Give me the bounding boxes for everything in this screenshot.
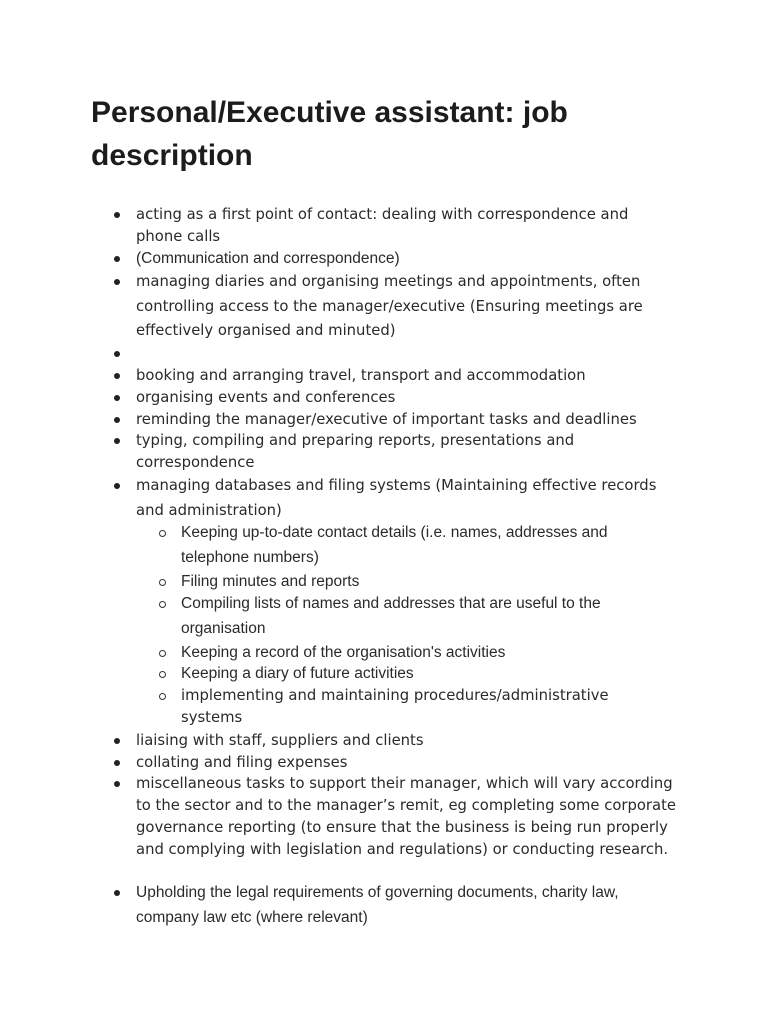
- bullet-disc-icon: [114, 738, 120, 744]
- list-item-text: liaising with staff, suppliers and clients: [136, 732, 424, 749]
- bullet-disc-icon: [114, 890, 120, 896]
- page-title: Personal/Executive assistant: job description: [91, 96, 568, 172]
- list-item-text: managing databases and filing systems (Maintaining effective records and administration): [136, 477, 657, 519]
- list-item-text: miscellaneous tasks to support their manager, which will vary according to the sector and to the manager’s remit, eg completing some corporate governance reporting (to ensure that the business is being run properly and complying with legislation and regulations) or conducting research.: [136, 775, 676, 858]
- sub-list-item: [181, 662, 641, 687]
- list-item: [136, 270, 676, 344]
- list-item-text: reminding the manager/executive of important tasks and deadlines: [136, 411, 637, 428]
- list-item-text: Filing minutes and reports: [181, 573, 360, 590]
- bullet-disc-icon: [114, 279, 120, 285]
- sub-list-item: [181, 570, 641, 595]
- list-item: [136, 204, 676, 248]
- bullet-disc-icon: [114, 417, 120, 423]
- list-item-text: managing diaries and organising meetings and appointments, often controlling access to the manager/executive (Ensuring meetings are effectively organised and minuted): [136, 273, 643, 339]
- list-item: [136, 409, 676, 431]
- list-item-text: Upholding the legal requirements of governing documents, charity law, company law etc (where relevant): [136, 884, 619, 926]
- bullet-disc-icon: [114, 373, 120, 379]
- list-item: [136, 247, 676, 272]
- bullet-disc-icon: [114, 438, 120, 444]
- bullet-disc-icon: [114, 351, 120, 357]
- list-item-text: Keeping up-to-date contact details (i.e. names, addresses and telephone numbers): [181, 524, 608, 566]
- list-item-text: (Communication and correspondence): [136, 250, 400, 267]
- list-item: [136, 730, 676, 752]
- bullet-disc-icon: [114, 483, 120, 489]
- list-item: [136, 365, 676, 387]
- bullet-circle-icon: [159, 650, 166, 657]
- list-item: [136, 773, 676, 861]
- list-item: [136, 474, 676, 523]
- list-item: [136, 387, 676, 409]
- list-item-text: booking and arranging travel, transport and accommodation: [136, 367, 586, 384]
- list-item-text: Keeping a record of the organisation's activities: [181, 644, 506, 661]
- list-item: [136, 752, 676, 774]
- bullet-disc-icon: [114, 212, 120, 218]
- bullet-disc-icon: [114, 395, 120, 401]
- list-item: [136, 881, 676, 930]
- bullet-circle-icon: [159, 579, 166, 586]
- list-item-text: Keeping a diary of future activities: [181, 665, 414, 682]
- bullet-disc-icon: [114, 781, 120, 787]
- list-item-text: Compiling lists of names and addresses that are useful to the organisation: [181, 595, 601, 637]
- list-item-text: collating and filing expenses: [136, 754, 348, 771]
- bullet-circle-icon: [159, 601, 166, 608]
- list-item-text: acting as a first point of contact: dealing with correspondence and phone calls: [136, 206, 629, 245]
- sub-list-item: [181, 592, 641, 641]
- list-item-text: implementing and maintaining procedures/administrative systems: [181, 687, 609, 726]
- bullet-circle-icon: [159, 671, 166, 678]
- sub-list-item: [181, 521, 641, 570]
- bullet-disc-icon: [114, 256, 120, 262]
- bullet-circle-icon: [159, 530, 166, 537]
- list-item-text: typing, compiling and preparing reports, presentations and correspondence: [136, 432, 575, 471]
- bullet-circle-icon: [159, 693, 166, 700]
- list-item: [136, 430, 676, 474]
- bullet-disc-icon: [114, 760, 120, 766]
- list-item-text: organising events and conferences: [136, 389, 396, 406]
- sub-list-item: [181, 685, 641, 729]
